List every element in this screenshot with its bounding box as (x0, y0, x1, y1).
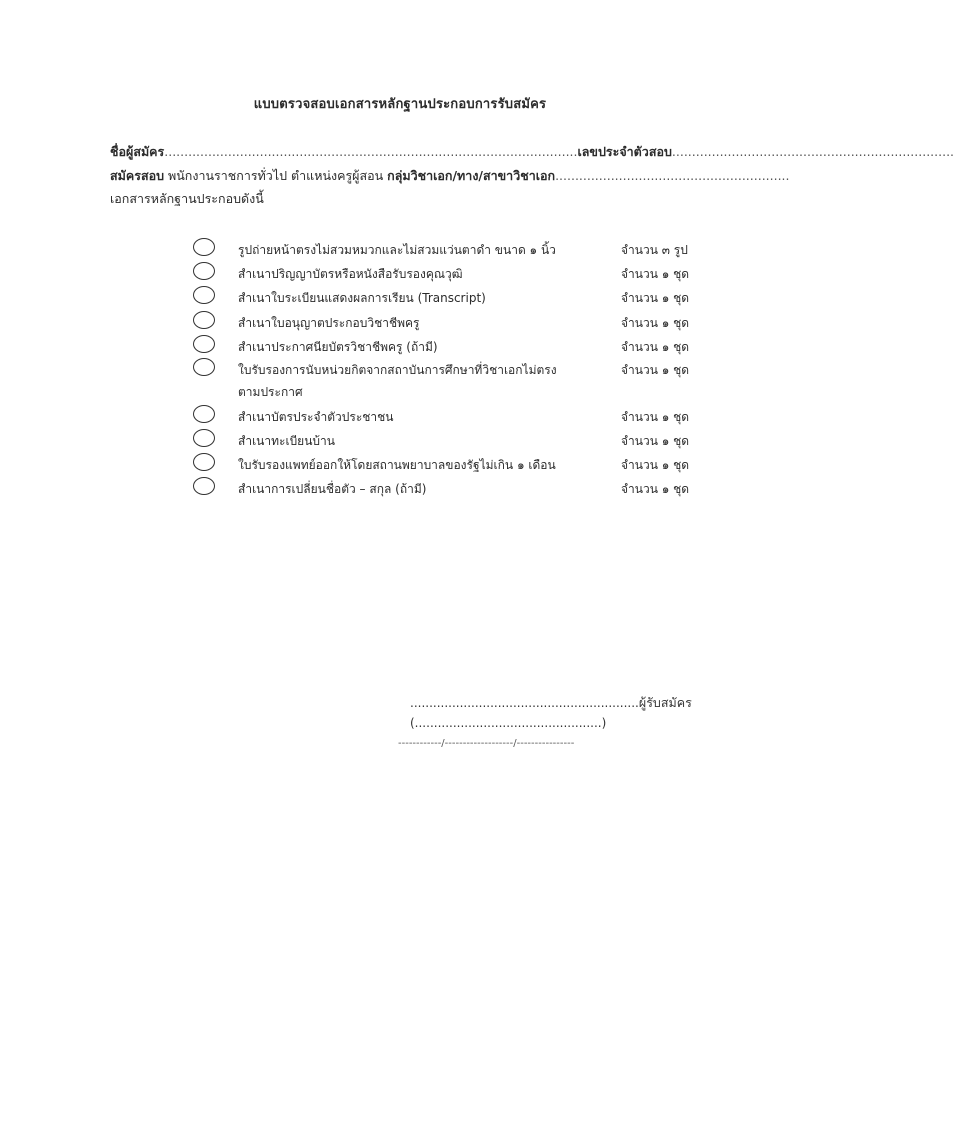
checklist-item (193, 310, 713, 332)
checklist-item-label-line: ใบรับรองการนับหน่วยกิตจากสถาบันการศึกษาที่วิชาเอกไม่ตรง (238, 363, 557, 377)
checklist-item-label-line: สำเนาทะเบียนบ้าน (238, 434, 335, 448)
checklist-item-label-line: สำเนาปริญญาบัตรหรือหนังสือรับรองคุณวุฒิ (238, 267, 463, 281)
checklist-item-label (238, 430, 593, 452)
checklist-item-label (238, 478, 593, 500)
checklist-item (193, 285, 713, 307)
exam-number-label: เลขประจำตัวสอบ (577, 144, 672, 159)
checklist-item (193, 357, 713, 399)
documents-intro: เอกสารหลักฐานประกอบดังนี้ (110, 191, 264, 206)
checklist-item (193, 452, 713, 474)
checkbox-circle-icon[interactable] (193, 405, 215, 423)
apply-label: สมัครสอบ (110, 168, 165, 183)
checklist-item-quantity: จำนวน ๑ ชุด (621, 458, 690, 472)
checklist-item-quantity: จำนวน ๑ ชุด (621, 434, 690, 448)
page-title: แบบตรวจสอบเอกสารหลักฐานประกอบการรับสมัคร (253, 97, 547, 112)
checklist-item-label-line: รูปถ่ายหน้าตรงไม่สวมหมวกและไม่สวมแว่นตาดำ ขนาด ๑ นิ้ว (238, 243, 556, 257)
checkbox-circle-icon[interactable] (193, 335, 215, 353)
applicant-name-field[interactable]: ........................................................................................................ (164, 144, 578, 159)
applicant-label: ชื่อผู้สมัคร (110, 144, 165, 159)
checklist-item (193, 404, 713, 426)
checklist-item-quantity: จำนวน ๑ ชุด (621, 316, 690, 330)
apply-line (110, 166, 790, 186)
checklist-item-label-line: สำเนาใบระเบียนแสดงผลการเรียน (Transcript) (238, 291, 486, 305)
checkbox-circle-icon[interactable] (193, 453, 215, 471)
checkbox-circle-icon[interactable] (193, 311, 215, 329)
signature-line (410, 693, 692, 713)
checklist-item (193, 237, 713, 259)
checklist-item-label-line: สำเนาประกาศนียบัตรวิชาชีพครู (ถ้ามี) (238, 340, 438, 354)
checklist-item-label (238, 312, 593, 334)
checkbox-circle-icon[interactable] (193, 286, 215, 304)
checklist-item-label (238, 263, 593, 285)
date-line[interactable]: ------------/-------------------/---------------- (398, 738, 575, 749)
checklist-item-label (238, 454, 593, 476)
checklist-item-label-line: ใบรับรองแพทย์ออกให้โดยสถานพยาบาลของรัฐไม่เกิน ๑ เดือน (238, 458, 556, 472)
subject-label: กลุ่มวิชาเอก/ทาง/สาขาวิชาเอก (387, 168, 556, 183)
checkbox-circle-icon[interactable] (193, 477, 215, 495)
checklist-item-label-line: สำเนาบัตรประจำตัวประชาชน (238, 410, 394, 424)
checklist-item-quantity: จำนวน ๑ ชุด (621, 410, 690, 424)
checklist-item (193, 261, 713, 283)
checklist-item-label-line: สำเนาการเปลี่ยนชื่อตัว – สกุล (ถ้ามี) (238, 482, 427, 496)
checklist-item (193, 428, 713, 450)
checklist-item-quantity: จำนวน ๑ ชุด (621, 482, 690, 496)
checklist-item-quantity: จำนวน ๑ ชุด (621, 291, 690, 305)
checklist-item-quantity: จำนวน ๑ ชุด (621, 363, 690, 377)
checklist-item-label (238, 336, 593, 358)
checklist-item-label (238, 287, 593, 309)
checklist-item-quantity: จำนวน ๑ ชุด (621, 267, 690, 281)
signature-dots[interactable]: ............................................................ (410, 696, 639, 710)
checkbox-circle-icon[interactable] (193, 358, 215, 376)
checklist-item-label (238, 239, 593, 261)
subject-field[interactable]: ........................................................... (555, 168, 790, 183)
receiver-label: ผู้รับสมัคร (638, 695, 692, 710)
checklist-item (193, 476, 713, 498)
checklist-item-label (238, 406, 593, 428)
receiver-name-line[interactable]: (.................................................) (410, 716, 607, 730)
checklist-item-quantity: จำนวน ๑ ชุด (621, 340, 690, 354)
checklist-item-quantity: จำนวน ๓ รูป (621, 243, 688, 257)
checkbox-circle-icon[interactable] (193, 429, 215, 447)
checklist-item-label-line: สำเนาใบอนุญาตประกอบวิชาชีพครู (238, 316, 420, 330)
checkbox-circle-icon[interactable] (193, 238, 215, 256)
checklist-item (193, 334, 713, 356)
checkbox-circle-icon[interactable] (193, 262, 215, 280)
applicant-line (110, 142, 954, 162)
apply-position-text: พนักงานราชการทั่วไป ตำแหน่งครูผู้สอน (168, 168, 384, 183)
exam-number-field[interactable]: ....................................................................... (671, 144, 954, 159)
checklist-item-label-line: ตามประกาศ (238, 385, 303, 399)
checklist-item-label (238, 359, 593, 403)
